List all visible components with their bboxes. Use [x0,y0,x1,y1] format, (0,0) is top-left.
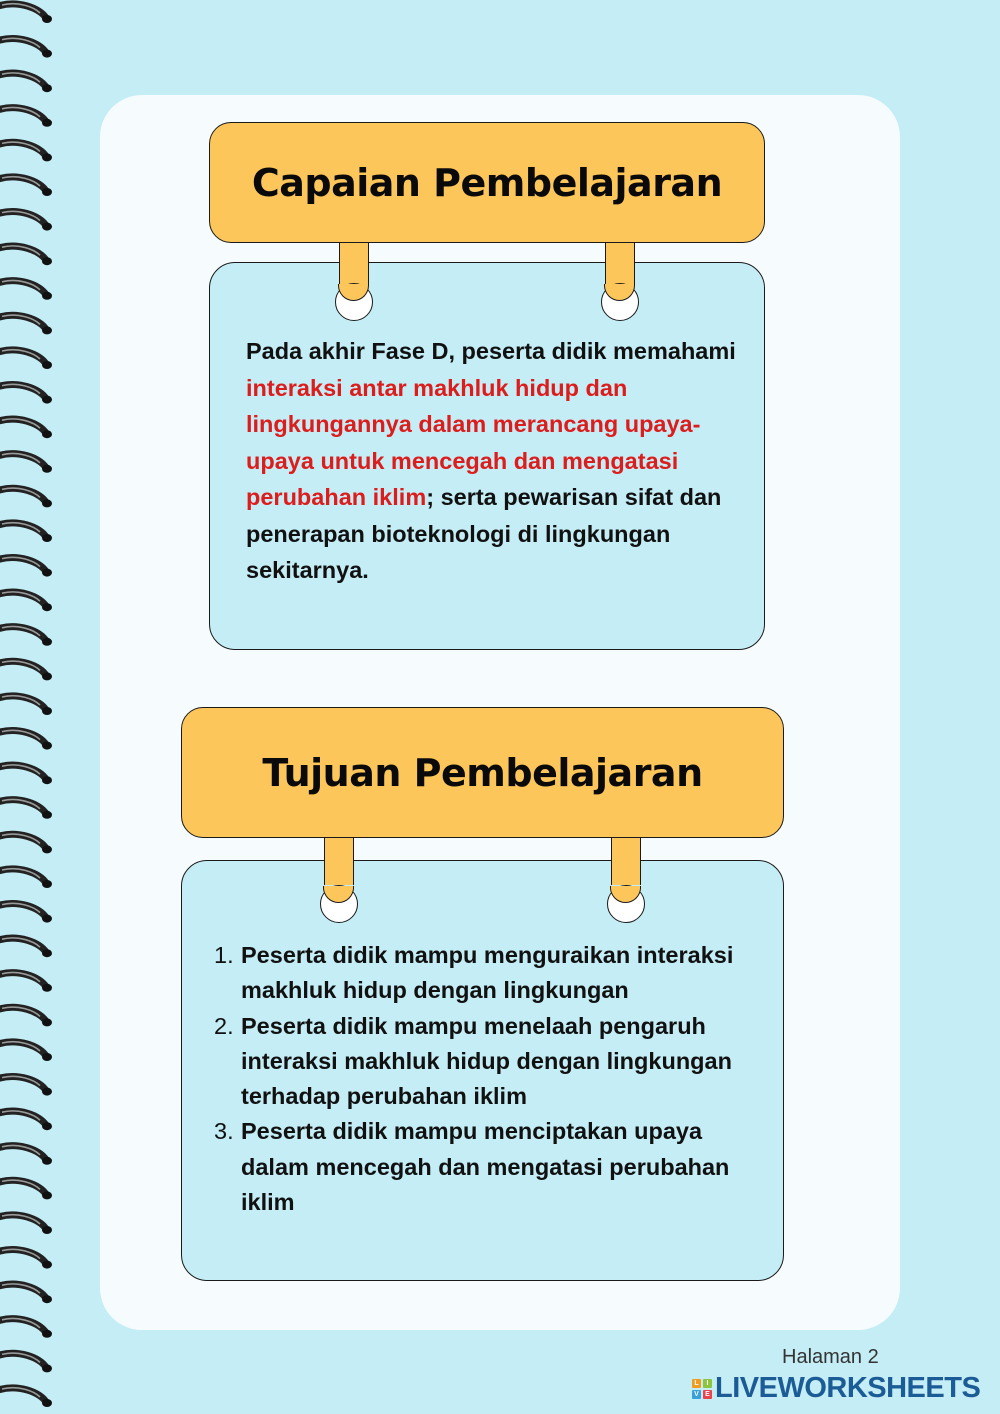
binding-ring [0,177,52,196]
binding-ring [0,903,52,922]
list-item [214,1114,764,1220]
liveworksheets-wordmark: LIVEWORKSHEETS [715,1372,981,1404]
binding-ring [0,1319,52,1338]
capaian-text-highlight: interaksi antar makhluk hidup dan lingkungannya dalam merancang upaya-upaya untuk mencegah dan mengatasi perubahan iklim [246,374,701,510]
capaian-text-rest: ; serta pewarisan sifat dan penerapan bioteknologi di lingkungan sekitarnya. [246,484,722,583]
binding-ring [0,246,52,265]
binding-ring [0,627,52,646]
binding-ring [0,800,52,819]
binding-ring [0,1249,52,1268]
goal-text: Peserta didik mampu menciptakan upaya dalam mencegah dan mengatasi perubahan iklim [241,1118,730,1216]
capaian-banner [209,122,765,243]
list-number: 1. [214,942,234,968]
binding-ring [0,454,52,473]
binding-ring [0,4,52,23]
binding-ring [0,1042,52,1061]
binding-ring [0,488,52,507]
binding-ring [0,523,52,542]
binding-ring [0,1076,52,1095]
binding-ring [0,592,52,611]
goal-text: Peserta didik mampu menguraikan interaksi makhluk hidup dengan lingkungan [241,942,734,1004]
binding-ring [0,765,52,784]
spiral-binding [0,0,60,1414]
binding-ring [0,315,52,334]
logo-letter: I [703,1379,712,1388]
binding-ring [0,1353,52,1372]
binding-ring [0,696,52,715]
binding-ring [0,384,52,403]
binding-ring [0,350,52,369]
logo-letter: V [692,1390,701,1399]
ring-hole-left [320,885,358,923]
binding-ring [0,1007,52,1026]
ring-hole-left [335,283,373,321]
logo-letter: L [692,1379,701,1388]
binding-ring [0,1215,52,1234]
binding-ring [0,419,52,438]
list-item [214,938,764,1009]
binding-ring [0,661,52,680]
tujuan-banner [181,707,784,838]
goal-text: Peserta didik mampu menelaah pengaruh interaksi makhluk hidup dengan lingkungan terhadap perubahan iklim [241,1012,732,1110]
binding-ring [0,1284,52,1303]
binding-ring [0,73,52,92]
banner-connector-left [324,833,354,885]
capaian-text [246,333,746,589]
banner-connector-left [339,238,369,284]
binding-ring [0,973,52,992]
binding-ring [0,1111,52,1130]
binding-ring [0,1388,52,1407]
binding-ring [0,834,52,853]
binding-ring [0,142,52,161]
liveworksheets-brand[interactable] [692,1372,980,1405]
binding-ring [0,108,52,127]
tujuan-title: Tujuan Pembelajaran [262,750,703,795]
binding-ring [0,1180,52,1199]
binding-ring [0,730,52,749]
list-item [214,1009,764,1115]
banner-connector-right [611,833,641,885]
list-number: 3. [214,1118,234,1145]
logo-letter: E [703,1390,712,1399]
banner-connector-right [605,238,635,284]
binding-ring [0,211,52,230]
liveworksheets-logo-icon [692,1379,712,1399]
ring-hole-right [607,885,645,923]
list-number: 2. [214,1012,234,1039]
binding-ring [0,38,52,57]
page-number: Halaman 2 [782,1346,879,1368]
ring-hole-right [601,283,639,321]
capaian-title: Capaian Pembelajaran [251,160,723,205]
binding-ring [0,281,52,300]
binding-ring [0,869,52,888]
goals-list [214,938,764,1220]
binding-ring [0,938,52,957]
binding-ring [0,557,52,576]
capaian-text-intro: Pada akhir Fase D, peserta didik memahami [246,338,736,364]
binding-ring [0,1146,52,1165]
